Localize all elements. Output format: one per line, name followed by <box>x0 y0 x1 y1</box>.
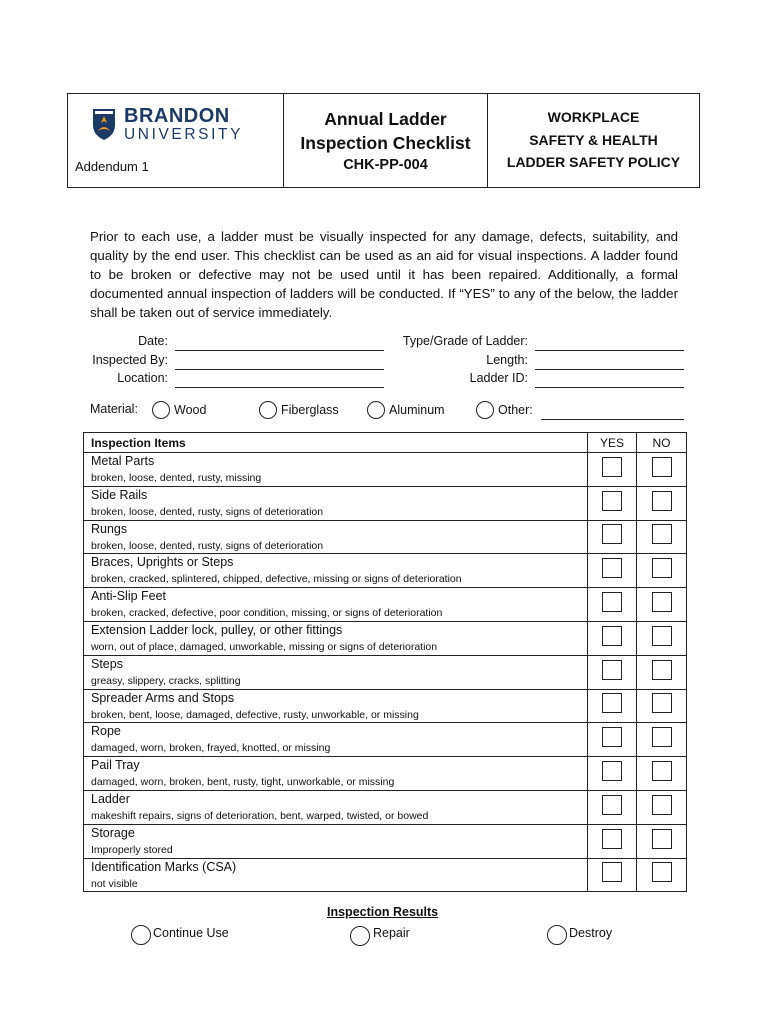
location-label: Location: <box>117 371 168 385</box>
yes-checkbox[interactable] <box>602 626 622 646</box>
material-fiberglass-radio[interactable] <box>259 401 277 419</box>
item-name: Metal Parts <box>91 454 155 468</box>
material-fiberglass-label: Fiberglass <box>281 403 339 417</box>
no-checkbox[interactable] <box>652 524 672 544</box>
material-other-radio[interactable] <box>476 401 494 419</box>
item-description: broken, loose, dented, rusty, signs of deterioration <box>91 539 324 552</box>
table-row <box>84 723 687 757</box>
result-destroy-label: Destroy <box>569 926 613 940</box>
material-wood-label: Wood <box>174 403 207 417</box>
logo-line-2: UNIVERSITY <box>124 126 244 143</box>
item-description: damaged, worn, broken, frayed, knotted, or missing <box>91 742 331 755</box>
yes-checkbox[interactable] <box>602 592 622 612</box>
type-grade-field[interactable] <box>535 350 684 351</box>
inspection-results-title: Inspection Results <box>327 905 439 919</box>
inspected-by-field[interactable] <box>175 369 384 370</box>
yes-checkbox[interactable] <box>602 660 622 680</box>
item-description: not visible <box>91 877 138 890</box>
item-name: Anti-Slip Feet <box>91 589 167 604</box>
no-checkbox[interactable] <box>652 795 672 815</box>
item-description: broken, bent, loose, damaged, defective, rusty, unworkable, or missing <box>91 708 419 721</box>
item-name: Steps <box>91 656 123 671</box>
checklist-code: CHK-PP-004 <box>343 157 428 173</box>
item-description: broken, cracked, splintered, chipped, defective, missing or signs of deterioration <box>91 573 462 586</box>
item-name: Rope <box>91 724 121 739</box>
yes-checkbox[interactable] <box>602 524 622 544</box>
no-checkbox[interactable] <box>652 491 672 511</box>
material-aluminum-radio[interactable] <box>367 401 385 419</box>
intro-paragraph: Prior to each use, a ladder must be visually inspected for any damage, defects, suitability, and quality by the end user. This checklist can be used as an aid for visual inspections. A ladder found to be broken or defective may not be used until it has been repaired. Additionally, a formal documented annual inspection of ladders will be conducted. If “YES” to any of the below, the ladder shall be taken out of service immediately. <box>90 229 678 320</box>
table-row <box>84 588 687 622</box>
table-row <box>84 520 687 554</box>
no-checkbox[interactable] <box>652 761 672 781</box>
no-checkbox[interactable] <box>652 592 672 612</box>
yes-checkbox[interactable] <box>602 761 622 781</box>
no-checkbox[interactable] <box>652 829 672 849</box>
table-row <box>84 453 687 487</box>
table-row <box>84 621 687 655</box>
date-label: Date: <box>138 334 168 348</box>
yes-checkbox[interactable] <box>602 457 622 477</box>
material-label: Material: <box>90 402 138 416</box>
item-name: Side Rails <box>91 487 148 502</box>
length-label: Length: <box>486 353 528 367</box>
material-other-label: Other: <box>498 403 533 417</box>
university-crest-icon <box>90 107 118 141</box>
inspected-by-label: Inspected By: <box>92 353 168 367</box>
header-title-cell <box>284 94 488 187</box>
item-name: Spreader Arms and Stops <box>91 690 235 705</box>
table-row <box>84 486 687 520</box>
result-destroy-radio[interactable] <box>547 925 567 945</box>
table-row <box>84 554 687 588</box>
yes-checkbox[interactable] <box>602 693 622 713</box>
result-repair-radio[interactable] <box>350 926 370 946</box>
yes-checkbox[interactable] <box>602 558 622 578</box>
header-yes: YES <box>588 433 637 453</box>
policy-line-2: SAFETY & HEALTH <box>529 131 658 148</box>
no-checkbox[interactable] <box>652 693 672 713</box>
table-row <box>84 790 687 824</box>
item-name: Storage <box>91 825 135 840</box>
yes-checkbox[interactable] <box>602 727 622 747</box>
title-line-2: Inspection Checklist <box>300 133 471 153</box>
yes-checkbox[interactable] <box>602 829 622 849</box>
header-no: NO <box>637 433 687 453</box>
date-field[interactable] <box>175 350 384 351</box>
no-checkbox[interactable] <box>652 862 672 882</box>
no-checkbox[interactable] <box>652 727 672 747</box>
item-description: makeshift repairs, signs of deterioration, bent, warped, twisted, or bowed <box>91 809 429 822</box>
header-inspection-items: Inspection Items <box>84 433 588 453</box>
item-name: Ladder <box>91 791 130 806</box>
logo-line-1: BRANDON <box>124 105 230 127</box>
addendum-label: Addendum 1 <box>75 159 149 174</box>
item-description: broken, loose, dented, rusty, signs of deterioration <box>91 505 324 518</box>
yes-checkbox[interactable] <box>602 491 622 511</box>
item-description: Improperly stored <box>91 843 173 856</box>
table-row <box>84 824 687 858</box>
yes-checkbox[interactable] <box>602 795 622 815</box>
no-checkbox[interactable] <box>652 660 672 680</box>
table-header-row <box>84 433 687 453</box>
location-field[interactable] <box>175 387 384 388</box>
yes-checkbox[interactable] <box>602 862 622 882</box>
material-wood-radio[interactable] <box>152 401 170 419</box>
header-logo-cell <box>68 94 284 187</box>
result-continue-use-label: Continue Use <box>153 926 229 940</box>
item-name: Pail Tray <box>91 758 140 773</box>
item-name: Extension Ladder lock, pulley, or other fittings <box>91 622 343 637</box>
header-policy-cell <box>488 94 699 187</box>
no-checkbox[interactable] <box>652 558 672 578</box>
item-name: Braces, Uprights or Steps <box>91 555 234 570</box>
type-grade-label: Type/Grade of Ladder: <box>402 334 528 348</box>
material-other-field[interactable] <box>541 419 684 420</box>
item-description: broken, loose, dented, rusty, missing <box>91 472 262 484</box>
item-description: worn, out of place, damaged, unworkable, missing or signs of deterioration <box>91 640 438 653</box>
item-description: broken, cracked, defective, poor condition, missing, or signs of deterioration <box>91 607 443 620</box>
item-name: Rungs <box>91 521 128 536</box>
length-field[interactable] <box>535 369 684 370</box>
brandon-university-logo <box>90 106 243 143</box>
item-description: greasy, slippery, cracks, splitting <box>91 674 241 687</box>
material-aluminum-label: Aluminum <box>389 403 445 417</box>
no-checkbox[interactable] <box>652 457 672 477</box>
policy-line-3: LADDER SAFETY POLICY <box>506 154 681 170</box>
table-row <box>84 858 687 892</box>
no-checkbox[interactable] <box>652 626 672 646</box>
result-repair-label: Repair <box>373 926 410 940</box>
item-name: Identification Marks (CSA) <box>91 859 237 874</box>
table-row <box>84 757 687 791</box>
policy-line-1: WORKPLACE <box>547 109 640 125</box>
document-header <box>67 93 700 188</box>
result-continue-use-radio[interactable] <box>131 925 151 945</box>
title-line-1: Annual Ladder <box>324 109 447 129</box>
inspection-table <box>83 432 687 892</box>
ladder-id-label: Ladder ID: <box>469 371 528 385</box>
ladder-id-field[interactable] <box>535 387 684 388</box>
table-row <box>84 655 687 689</box>
item-description: damaged, worn, broken, bent, rusty, tight, unworkable, or missing <box>91 776 395 789</box>
table-row <box>84 689 687 723</box>
